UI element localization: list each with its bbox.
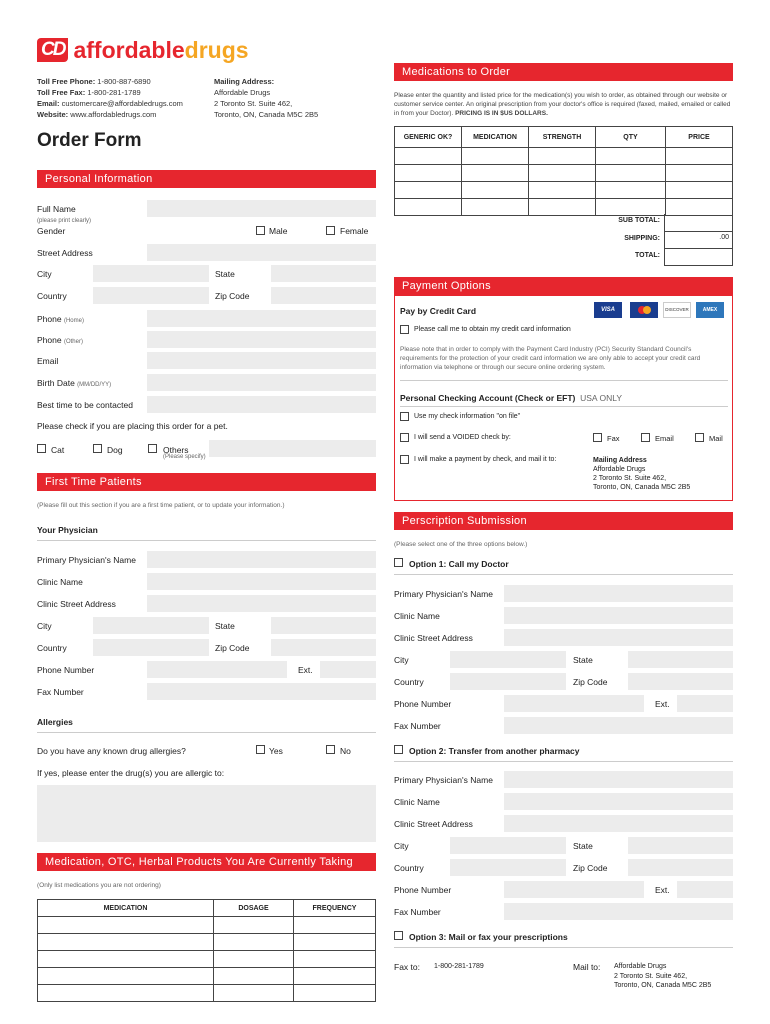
current-meds-note: (Only list medications you are not ordering) — [37, 882, 161, 889]
option2-checkbox[interactable] — [394, 745, 403, 754]
option1-checkbox[interactable] — [394, 558, 403, 567]
visa-icon: VISA — [594, 302, 622, 318]
o1-clinic-input[interactable] — [504, 607, 733, 624]
shipping-value: .00 — [719, 234, 729, 241]
table-row[interactable] — [38, 951, 376, 968]
credit-card-label: Pay by Credit Card — [400, 306, 477, 316]
o1-state-input[interactable] — [628, 651, 733, 668]
o2-primary-label: Primary Physician's Name — [394, 775, 493, 785]
ft-city-label: City — [37, 621, 52, 631]
voided-email-checkbox[interactable] — [641, 433, 650, 442]
full-name-label: Full Name (please print clearly) — [37, 204, 92, 224]
call-me-label: Please call me to obtain my credit card information — [414, 326, 571, 333]
voided-mail-label: Mail — [709, 434, 723, 443]
zip-label: Zip Code — [215, 291, 250, 301]
city-label: City — [37, 269, 52, 279]
ft-country-label: Country — [37, 643, 67, 653]
ft-ext-label: Ext. — [298, 665, 313, 675]
o1-primary-input[interactable] — [504, 585, 733, 602]
o2-state-input[interactable] — [628, 837, 733, 854]
divider — [400, 380, 728, 381]
current-meds-table — [37, 899, 376, 1002]
o2-phone-input[interactable] — [504, 881, 644, 898]
dog-checkbox[interactable] — [93, 444, 102, 453]
cm-col-dosage: DOSAGE — [214, 900, 294, 917]
best-time-label: Best time to be contacted — [37, 400, 133, 410]
birth-label: Birth Date (MM/DD/YY) — [37, 378, 112, 388]
o2-primary-input[interactable] — [504, 771, 733, 788]
order-col-medication: MEDICATION — [462, 127, 529, 148]
voided-fax-checkbox[interactable] — [593, 433, 602, 442]
personal-header: Personal Information — [37, 170, 376, 188]
ft-clinic-street-input[interactable] — [147, 595, 376, 612]
phone-other-label: Phone (Other) — [37, 335, 83, 345]
cm-col-frequency: FREQUENCY — [294, 900, 376, 917]
o1-phone-input[interactable] — [504, 695, 644, 712]
o2-zip-input[interactable] — [628, 859, 733, 876]
country-label: Country — [37, 291, 67, 301]
payment-mail-address: Mailing Address Affordable Drugs 2 Toronto St. Suite 462, Toronto, ON, Canada M5C 2B5 — [593, 457, 691, 491]
page-title: Order Form — [37, 130, 142, 151]
mailing-address: Mailing Address: Affordable Drugs 2 Toronto St. Suite 462, Toronto, ON, Canada M5C 2B5 — [214, 77, 319, 119]
others-checkbox[interactable] — [148, 444, 157, 453]
discover-icon: DISCOVER — [663, 302, 691, 318]
state-input[interactable] — [271, 265, 376, 282]
divider — [37, 732, 376, 733]
o1-clinic-street-label: Clinic Street Address — [394, 633, 473, 643]
logo-text-b: drugs — [184, 36, 249, 63]
pay-check-checkbox[interactable] — [400, 455, 409, 464]
phone-home-input[interactable] — [147, 310, 376, 327]
allergy-question: Do you have any known drug allergies? — [37, 746, 186, 756]
o1-zip-input[interactable] — [628, 673, 733, 690]
male-checkbox[interactable] — [256, 226, 265, 235]
ft-phone-label: Phone Number — [37, 665, 95, 675]
total-label: TOTAL: — [634, 252, 660, 259]
dog-label: Dog — [107, 445, 123, 455]
o2-fax-label: Fax Number — [394, 907, 441, 917]
payment-header: Payment Options — [394, 277, 733, 295]
phone-other-input[interactable] — [147, 331, 376, 348]
ft-clinic-input[interactable] — [147, 573, 376, 590]
pay-check-label: I will make a payment by check, and mail it to: — [414, 456, 557, 463]
o1-zip-label: Zip Code — [573, 677, 608, 687]
o1-clinic-label: Clinic Name — [394, 611, 440, 621]
contact-info: Toll Free Phone: 1-800-887-6890 Toll Free Fax: 1-800-281-1789 Email: customercare@affordabledrugs.com Website: www.affordabledrugs.com — [37, 77, 183, 119]
divider — [394, 947, 733, 948]
ft-fax-input[interactable] — [147, 683, 376, 700]
zip-input[interactable] — [271, 287, 376, 304]
option1-label: Option 1: Call my Doctor — [409, 559, 509, 569]
shipping-label: SHIPPING: — [624, 235, 660, 242]
o1-state-label: State — [573, 655, 593, 665]
o2-city-input[interactable] — [450, 837, 566, 854]
divider — [37, 540, 376, 541]
logo-text-a: affordable — [73, 36, 185, 63]
street-label: Street Address — [37, 248, 93, 258]
allergy-yes-label: Yes — [269, 746, 283, 756]
allergy-no-label: No — [340, 746, 351, 756]
order-col-price: PRICE — [666, 127, 733, 148]
cat-label: Cat — [51, 445, 65, 455]
male-label: Male — [269, 226, 288, 236]
o1-ext-label: Ext. — [655, 699, 670, 709]
mail-to-address: Affordable Drugs 2 Toronto St. Suite 462, Toronto, ON, Canada M5C 2B5 — [614, 963, 712, 989]
o1-phone-label: Phone Number — [394, 699, 452, 709]
logo-mark: CD — [37, 38, 68, 62]
country-input[interactable] — [93, 287, 209, 304]
allergy-detail-label: If yes, please enter the drug(s) you are allergic to: — [37, 768, 225, 778]
street-input[interactable] — [147, 244, 376, 261]
first-time-header: First Time Patients — [37, 473, 376, 491]
ft-zip-input[interactable] — [271, 639, 376, 656]
mail-to-label: Mail to: — [573, 962, 601, 972]
allergy-yes-checkbox[interactable] — [256, 745, 265, 754]
allergies-label: Allergies — [37, 717, 73, 727]
o2-zip-label: Zip Code — [573, 863, 608, 873]
totals-line — [664, 248, 733, 249]
voided-mail-checkbox[interactable] — [695, 433, 704, 442]
ft-state-input[interactable] — [271, 617, 376, 634]
o2-fax-input[interactable] — [504, 903, 733, 920]
ft-fax-label: Fax Number — [37, 687, 84, 697]
table-row[interactable] — [38, 985, 376, 1002]
table-row[interactable] — [395, 199, 733, 216]
option3-checkbox[interactable] — [394, 931, 403, 940]
o2-ext-input[interactable] — [677, 881, 733, 898]
o2-clinic-street-input[interactable] — [504, 815, 733, 832]
table-row[interactable] — [38, 968, 376, 985]
totals-line — [664, 231, 733, 232]
call-me-checkbox[interactable] — [400, 325, 409, 334]
divider — [400, 406, 728, 407]
voided-checkbox[interactable] — [400, 433, 409, 442]
rx-header: Perscription Submission — [394, 512, 733, 530]
ft-clinic-label: Clinic Name — [37, 577, 83, 587]
order-table — [394, 126, 733, 216]
order-col-qty: QTY — [596, 127, 666, 148]
o2-clinic-input[interactable] — [504, 793, 733, 810]
table-row[interactable] — [38, 917, 376, 934]
table-row[interactable] — [395, 148, 733, 165]
full-name-input[interactable] — [147, 200, 376, 217]
o2-country-input[interactable] — [450, 859, 566, 876]
state-label: State — [215, 269, 235, 279]
divider — [394, 574, 733, 575]
your-physician-label: Your Physician — [37, 525, 98, 535]
subtotal-label: SUB TOTAL: — [618, 217, 660, 224]
others-input[interactable] — [209, 440, 376, 457]
order-col-generic: GENERIC OK? — [395, 127, 462, 148]
email-label: Email — [37, 356, 59, 366]
pet-question: Please check if you are placing this order for a pet. — [37, 421, 228, 431]
o2-city-label: City — [394, 841, 409, 851]
o1-country-label: Country — [394, 677, 424, 687]
o1-fax-label: Fax Number — [394, 721, 441, 731]
table-row[interactable] — [395, 182, 733, 199]
ft-primary-label: Primary Physician's Name — [37, 555, 136, 565]
others-label: Others — [163, 445, 189, 455]
ft-phone-input[interactable] — [147, 661, 287, 678]
o2-state-label: State — [573, 841, 593, 851]
allergy-no-checkbox[interactable] — [326, 745, 335, 754]
cat-checkbox[interactable] — [37, 444, 46, 453]
logo — [37, 36, 249, 64]
female-checkbox[interactable] — [326, 226, 335, 235]
order-col-strength: STRENGTH — [529, 127, 596, 148]
best-time-input[interactable] — [147, 396, 376, 413]
phone-home-label: Phone (Home) — [37, 314, 84, 324]
o1-primary-label: Primary Physician's Name — [394, 589, 493, 599]
use-file-checkbox[interactable] — [400, 412, 409, 421]
cm-col-medication: MEDICATION — [38, 900, 214, 917]
gender-label: Gender — [37, 226, 66, 236]
rx-note: (Please select one of the three options below.) — [394, 541, 528, 548]
o1-country-input[interactable] — [450, 673, 566, 690]
use-file-label: Use my check information "on file" — [414, 413, 521, 420]
first-time-note: (Please fill out this section if you are a first time patient, or to update your information.) — [37, 502, 285, 509]
voided-label: I will send a VOIDED check by: — [414, 434, 511, 441]
female-label: Female — [340, 226, 369, 236]
email-input[interactable] — [147, 352, 376, 369]
fax-to-label: Fax to: — [394, 962, 420, 972]
ft-country-input[interactable] — [93, 639, 209, 656]
option3-label: Option 3: Mail or fax your prescriptions — [409, 932, 568, 942]
o1-ext-input[interactable] — [677, 695, 733, 712]
o1-fax-input[interactable] — [504, 717, 733, 734]
ft-clinic-street-label: Clinic Street Address — [37, 599, 116, 609]
others-note: (Please specify) — [163, 454, 206, 460]
ft-state-label: State — [215, 621, 235, 631]
voided-email-label: Email — [655, 434, 674, 443]
mastercard-icon — [630, 302, 658, 318]
ft-city-input[interactable] — [93, 617, 209, 634]
city-input[interactable] — [93, 265, 209, 282]
current-meds-header: Medication, OTC, Herbal Products You Are Currently Taking — [37, 853, 376, 871]
allergy-detail-textarea[interactable] — [37, 785, 376, 842]
o1-clinic-street-input[interactable] — [504, 629, 733, 646]
o1-city-label: City — [394, 655, 409, 665]
birth-input[interactable] — [147, 374, 376, 391]
o2-clinic-street-label: Clinic Street Address — [394, 819, 473, 829]
fax-to-number: 1-800-281-1789 — [434, 963, 484, 970]
pci-note: Please note that in order to comply with the Payment Card Industry (PCI) Security Standard Council's requirements for the protection of your credit card information we are only able to accept your credit card information via telephone or through our secure online ordering system. — [400, 346, 701, 371]
o2-clinic-label: Clinic Name — [394, 797, 440, 807]
o2-phone-label: Phone Number — [394, 885, 452, 895]
amex-icon: AMEX — [696, 302, 724, 318]
table-row[interactable] — [395, 165, 733, 182]
ft-zip-label: Zip Code — [215, 643, 250, 653]
voided-fax-label: Fax — [607, 434, 620, 443]
checking-label: Personal Checking Account (Check or EFT) USA ONLY — [400, 393, 623, 403]
ft-primary-input[interactable] — [147, 551, 376, 568]
o1-city-input[interactable] — [450, 651, 566, 668]
order-instructions: Please enter the quantity and listed price for the medication(s) you wish to order, as obtained through our website or customer service center. An original prescription from your doctor's office is required (faxed, mailed, emailed or called in from your Doctor). PRICING IS IN $US DOLLARS. — [394, 92, 731, 117]
order-header: Medications to Order — [394, 63, 733, 81]
option2-label: Option 2: Transfer from another pharmacy — [409, 746, 580, 756]
table-row[interactable] — [38, 934, 376, 951]
o2-ext-label: Ext. — [655, 885, 670, 895]
divider — [394, 761, 733, 762]
o2-country-label: Country — [394, 863, 424, 873]
ft-ext-input[interactable] — [320, 661, 376, 678]
